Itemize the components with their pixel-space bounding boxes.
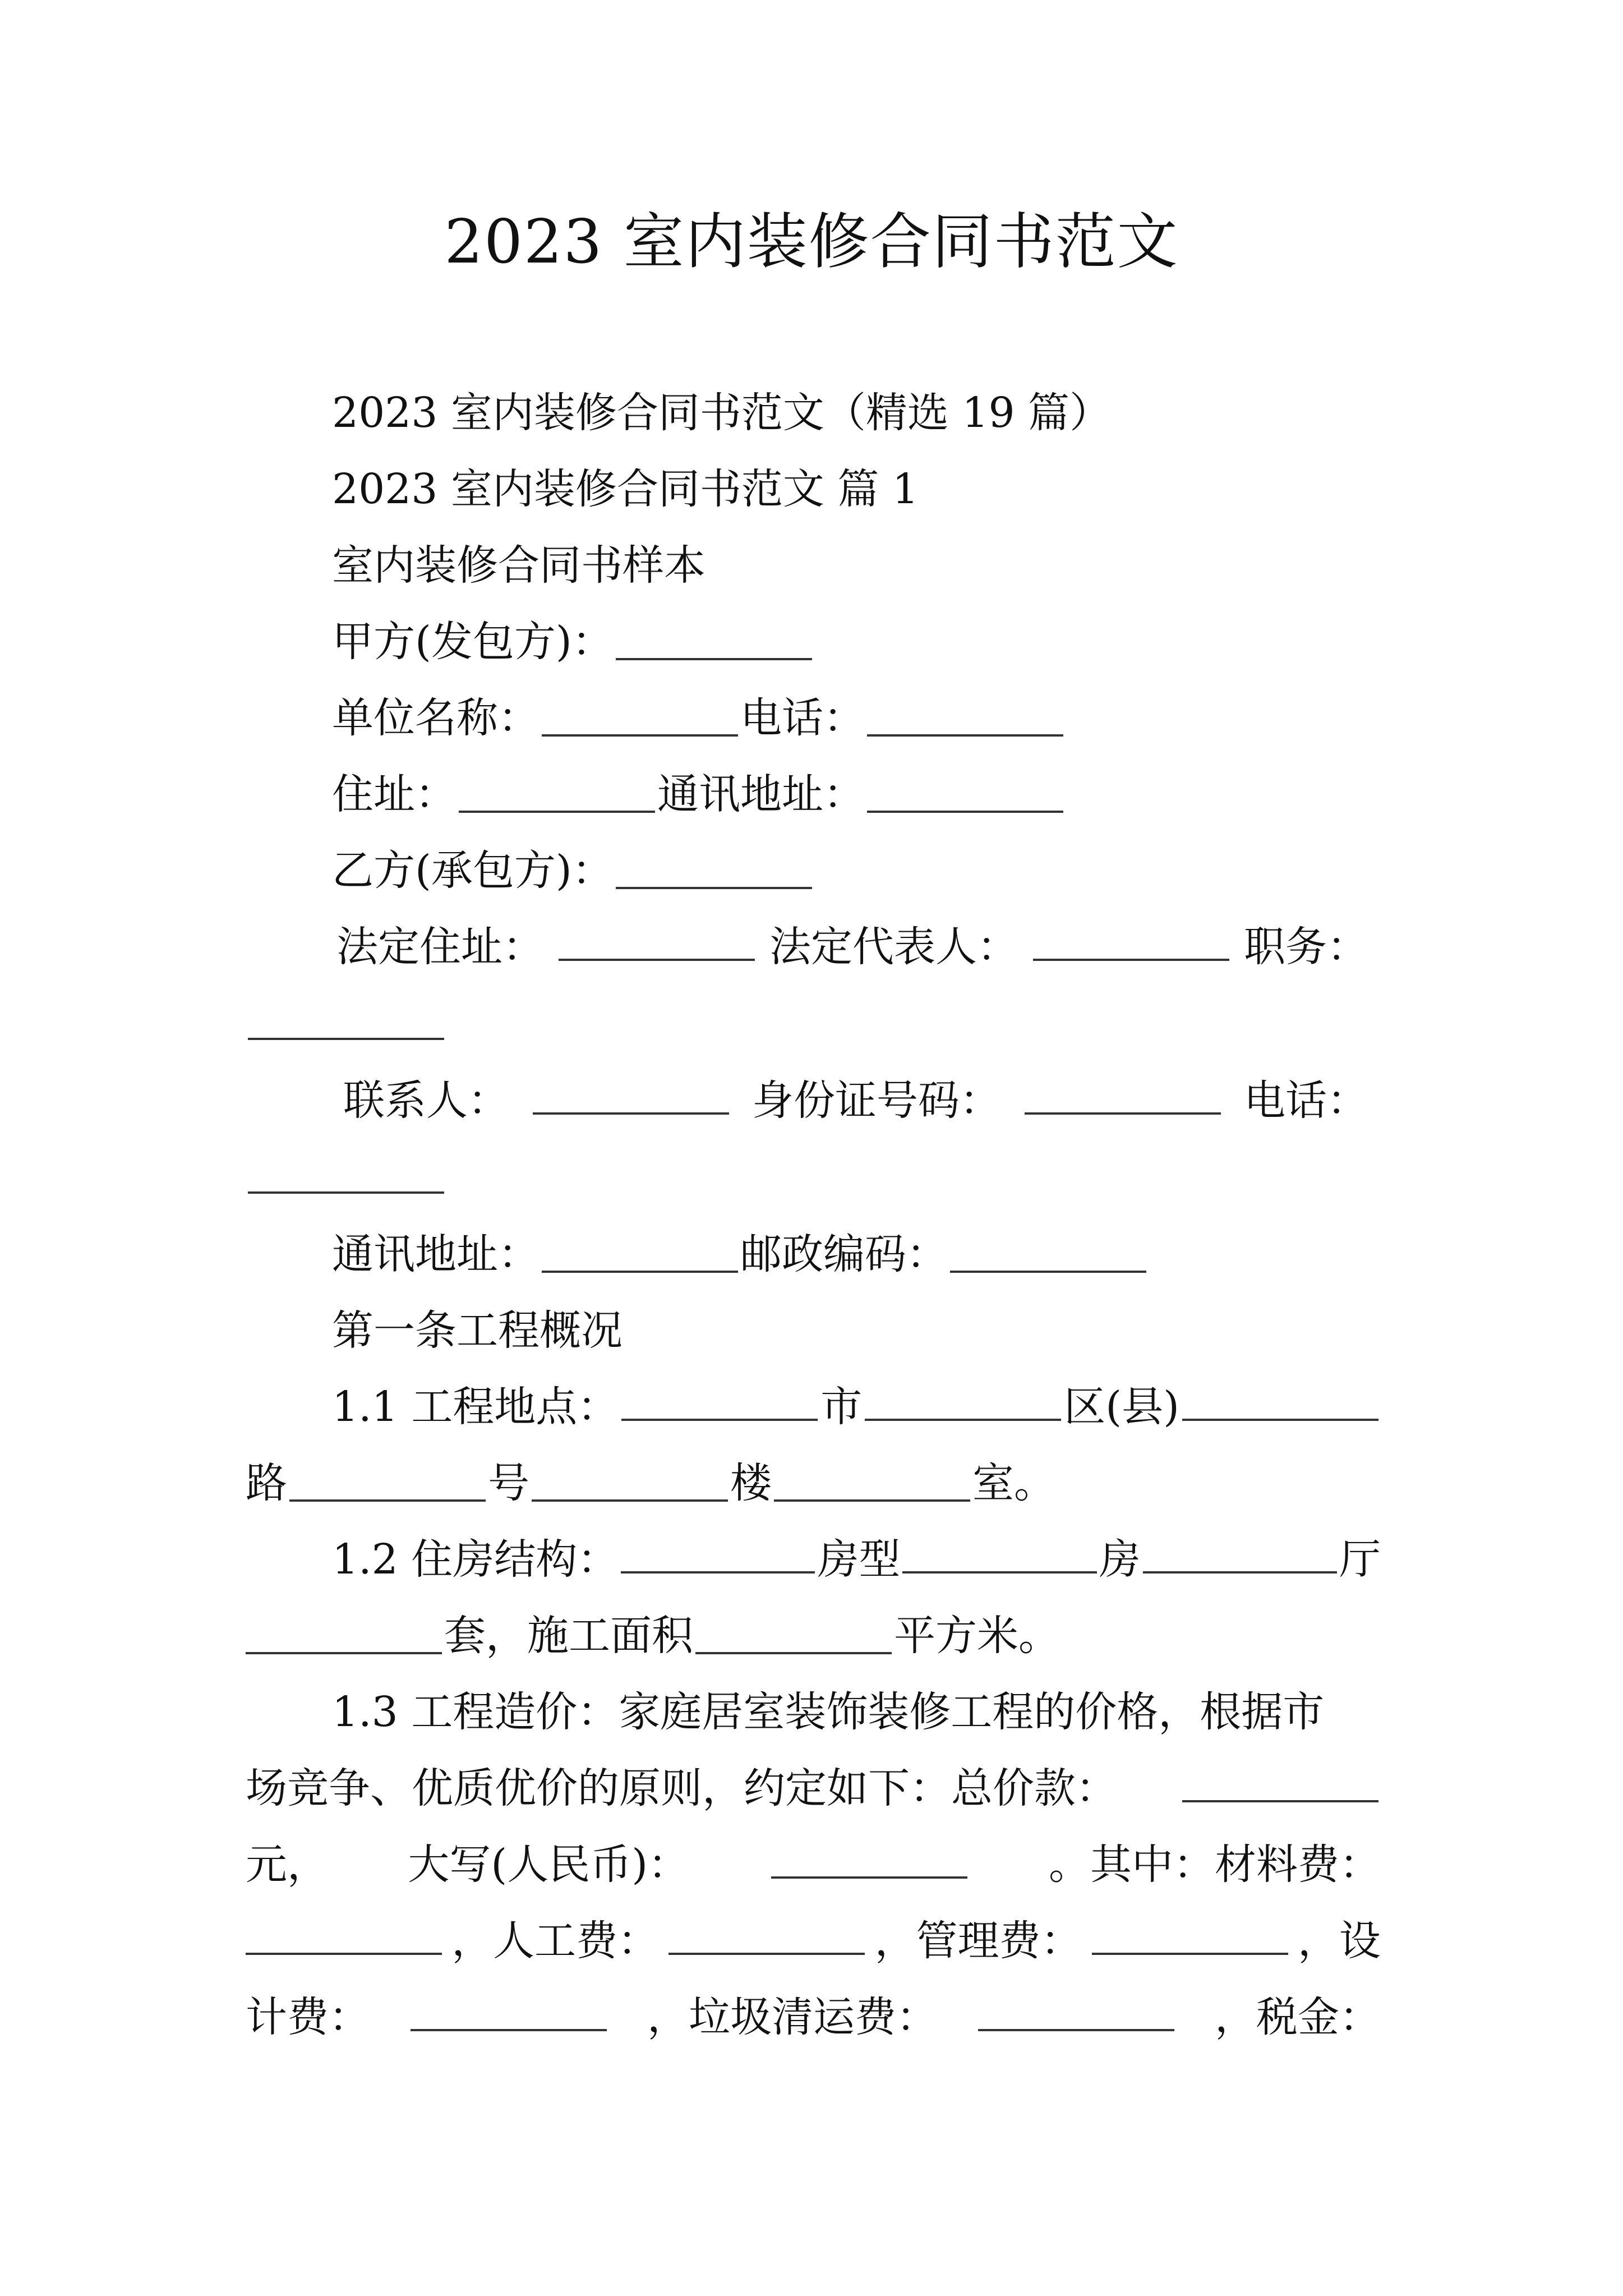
id-number-blank bbox=[1025, 1112, 1221, 1115]
s11-line2 bbox=[246, 1455, 1055, 1511]
s13-design-2: 计费： bbox=[246, 1993, 370, 2041]
unit-name-label: 单位名称： bbox=[332, 694, 540, 742]
s11-building: 楼 bbox=[730, 1459, 772, 1507]
s13-daxie-blank bbox=[771, 1876, 967, 1879]
id-number-label: 身份证号码： bbox=[752, 1076, 1001, 1125]
postal-code-label: 邮政编码： bbox=[740, 1230, 948, 1278]
s11-number: 号 bbox=[488, 1459, 529, 1507]
s12-line1 bbox=[332, 1531, 1381, 1588]
article1-heading: 第一条工程概况 bbox=[332, 1306, 623, 1355]
s11-city: 市 bbox=[820, 1383, 863, 1431]
party-b-mail-label: 通讯地址： bbox=[332, 1230, 540, 1278]
legal-rep-label: 法定代表人： bbox=[769, 923, 1018, 971]
s13-line4 bbox=[246, 1913, 1381, 1969]
s13-mgmt: ，管理费： bbox=[874, 1917, 1082, 1965]
s12-label: 1.2 住房结构： bbox=[332, 1535, 619, 1584]
party-b-mail-blank bbox=[542, 1271, 738, 1273]
position-label: 职务： bbox=[1244, 923, 1368, 971]
legal-rep-blank bbox=[1033, 959, 1229, 961]
s13-design-1: ，设 bbox=[1297, 1917, 1381, 1965]
party-a-blank bbox=[616, 658, 812, 660]
s11-city-blank bbox=[621, 1419, 818, 1421]
s11-room: 室。 bbox=[972, 1459, 1055, 1507]
s12-sets: 套，施工面积 bbox=[444, 1612, 693, 1660]
s13-garbage: ，垃圾清运费： bbox=[647, 1993, 938, 2041]
part-heading: 2023 室内装修合同书范文 篇 1 bbox=[332, 465, 919, 513]
party-a-mail-label: 通讯地址： bbox=[657, 770, 865, 818]
s11-district: 区(县) bbox=[1064, 1383, 1179, 1431]
s12-line2 bbox=[246, 1608, 1060, 1664]
s12-halls: 厅 bbox=[1339, 1535, 1381, 1584]
party-b-phone-label: 电话： bbox=[1244, 1076, 1368, 1125]
s13-garbage-blank bbox=[978, 2029, 1174, 2031]
address-label: 住址： bbox=[332, 770, 457, 818]
s11-line1 bbox=[332, 1379, 1381, 1435]
s12-sets-blank bbox=[246, 1652, 442, 1654]
s13-material-blank bbox=[246, 1953, 442, 1955]
s11-road-blank bbox=[1182, 1419, 1378, 1421]
s13-daxie: 大写(人民币)： bbox=[408, 1841, 690, 1889]
party-b-phone-blank bbox=[248, 1191, 444, 1194]
s11-road: 路 bbox=[246, 1459, 287, 1507]
s13-yuan: 元， bbox=[246, 1841, 329, 1889]
contact-blank bbox=[533, 1112, 729, 1115]
s13-line1: 1.3 工程造价：家庭居室装饰装修工程的价格，根据市 bbox=[332, 1688, 1325, 1736]
party-a-phone-blank bbox=[867, 734, 1063, 737]
s11-room-blank bbox=[774, 1499, 970, 1502]
mail-postal-line bbox=[332, 1226, 1149, 1282]
subtitle: 2023 室内装修合同书范文（精选 19 篇） bbox=[332, 389, 1112, 437]
s13-mgmt-blank bbox=[1092, 1953, 1288, 1955]
s13-qizhong: 。其中：材料费： bbox=[1048, 1841, 1381, 1889]
s12-rooms-blank bbox=[902, 1571, 1096, 1573]
s12-area-blank bbox=[695, 1652, 892, 1654]
unit-name-line bbox=[332, 690, 1066, 746]
contact-line bbox=[343, 1073, 1368, 1129]
s12-structure-blank bbox=[621, 1571, 815, 1573]
s13-line2 bbox=[246, 1760, 1381, 1816]
party-a-label: 甲方(发包方)： bbox=[332, 618, 614, 666]
party-b-label: 乙方(承包方)： bbox=[332, 846, 614, 895]
s13-labor: ，人工费： bbox=[451, 1917, 660, 1965]
s12-sqm: 平方米。 bbox=[894, 1612, 1060, 1660]
s11-district-blank bbox=[865, 1419, 1061, 1421]
unit-name-blank bbox=[542, 734, 738, 737]
party-a-line bbox=[332, 614, 814, 670]
s11-building-blank bbox=[532, 1499, 728, 1502]
legal-address-label: 法定住址： bbox=[336, 923, 544, 971]
party-b-blank bbox=[616, 887, 812, 889]
s13-line3 bbox=[246, 1837, 1381, 1893]
contact-label: 联系人： bbox=[343, 1076, 509, 1125]
party-a-phone-label: 电话： bbox=[740, 694, 865, 742]
s13-total-label: 场竞争、优质优价的原则，约定如下：总价款： bbox=[246, 1764, 1117, 1812]
party-a-mail-blank bbox=[867, 811, 1063, 813]
s13-tax: ，税金： bbox=[1215, 1993, 1381, 2041]
s11-number-blank bbox=[289, 1499, 486, 1502]
sample-heading: 室内装修合同书样本 bbox=[332, 541, 706, 590]
s13-total-blank bbox=[1182, 1800, 1378, 1802]
s13-labor-blank bbox=[668, 1953, 865, 1955]
s11-label: 1.1 工程地点： bbox=[332, 1383, 619, 1431]
postal-code-blank bbox=[950, 1271, 1146, 1273]
position-blank bbox=[248, 1038, 444, 1040]
s13-design-blank bbox=[411, 2029, 607, 2031]
s12-halls-blank bbox=[1143, 1571, 1337, 1573]
address-blank bbox=[459, 811, 655, 813]
document-title: 2023 室内装修合同书范文 bbox=[444, 207, 1179, 277]
legal-line bbox=[336, 919, 1368, 975]
s12-house-type: 房型 bbox=[817, 1535, 901, 1584]
legal-address-blank bbox=[559, 959, 755, 961]
s13-line5 bbox=[246, 1989, 1381, 2045]
party-b-line bbox=[332, 843, 814, 899]
address-line bbox=[332, 766, 1066, 822]
s12-rooms: 房 bbox=[1099, 1535, 1141, 1584]
